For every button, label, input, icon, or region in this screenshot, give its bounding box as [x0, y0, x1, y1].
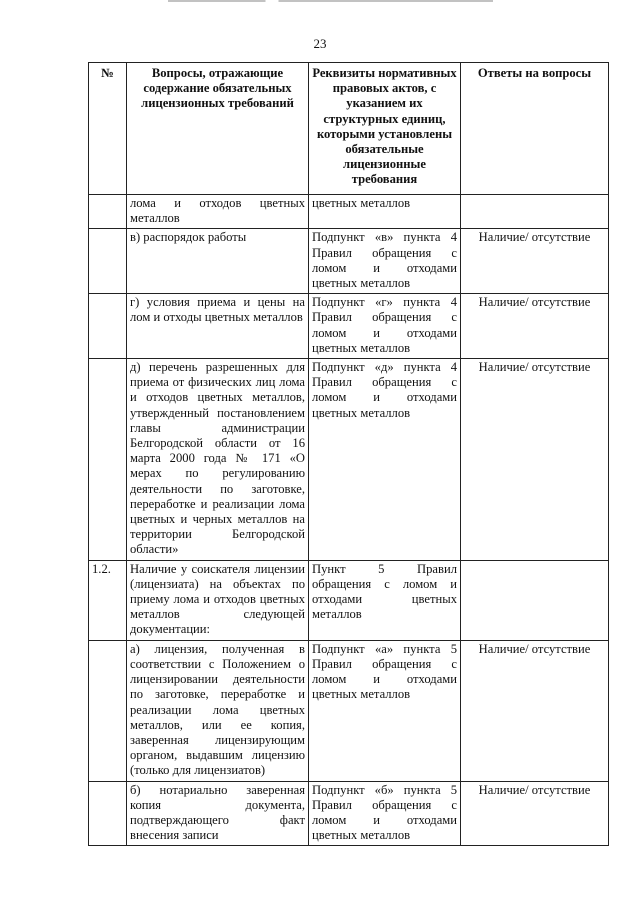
row-answer: [461, 560, 609, 640]
top-rule: [168, 0, 493, 2]
row-answer: Наличие/ отсутствие: [461, 640, 609, 781]
header-requisites: Реквизиты нормативных правовых актов, с указанием их структурных единиц, которыми установлены обязательные лицензионные требования: [309, 63, 461, 195]
table-row: [89, 560, 609, 640]
row-requisite: Подпункт «а» пункта 5 Правил обращения с ломом и отходами цветных металлов: [309, 640, 461, 781]
row-requisite: Пункт 5 Правил обращения с ломом и отходами цветных металлов: [309, 560, 461, 640]
row-question: а) лицензия, полученная в соответствии с Положением о лицензировании деятельности по заготовке, переработке и реализации лома цветных металлов, или ее копия, заверенная лицензирующим органом, выдавшим лицензию (только для лицензиатов): [127, 640, 309, 781]
row-num: 1.2.: [89, 560, 127, 640]
table-row: [89, 229, 609, 294]
row-question: в) распорядок работы: [127, 229, 309, 294]
row-question: б) нотариально заверенная копия документа, подтверждающего факт внесения записи: [127, 781, 309, 846]
row-answer: Наличие/ отсутствие: [461, 294, 609, 359]
row-question: лома и отходов цветных металлов: [127, 195, 309, 229]
row-question: Наличие у соискателя лицензии (лицензиата) на объектах по приему лома и отходов цветных металлов следующей документации:: [127, 560, 309, 640]
row-requisite: Подпункт «г» пункта 4 Правил обращения с ломом и отходами цветных металлов: [309, 294, 461, 359]
table-row: [89, 640, 609, 781]
row-requisite: цветных металлов: [309, 195, 461, 229]
table-header-row: [89, 63, 609, 195]
row-requisite: Подпункт «б» пункта 5 Правил обращения с ломом и отходами цветных металлов: [309, 781, 461, 846]
row-num: [89, 781, 127, 846]
row-question: г) условия приема и цены на лом и отходы цветных металлов: [127, 294, 309, 359]
row-requisite: Подпункт «в» пункта 4 Правил обращения с ломом и отходами цветных металлов: [309, 229, 461, 294]
header-answers: Ответы на вопросы: [461, 63, 609, 195]
row-num: [89, 294, 127, 359]
row-answer: Наличие/ отсутствие: [461, 359, 609, 561]
requirements-table: [88, 62, 609, 846]
row-answer: Наличие/ отсутствие: [461, 229, 609, 294]
header-num: №: [89, 63, 127, 195]
row-requisite: Подпункт «д» пункта 4 Правил обращения с ломом и отходами цветных металлов: [309, 359, 461, 561]
table-row: [89, 195, 609, 229]
row-num: [89, 229, 127, 294]
row-num: [89, 359, 127, 561]
page-number: 23: [313, 36, 327, 51]
row-answer: [461, 195, 609, 229]
row-num: [89, 195, 127, 229]
row-answer: Наличие/ отсутствие: [461, 781, 609, 846]
table-row: [89, 359, 609, 561]
header-questions: Вопросы, отражающие содержание обязательных лицензионных требований: [127, 63, 309, 195]
table-row: [89, 781, 609, 846]
row-num: [89, 640, 127, 781]
table-row: [89, 294, 609, 359]
row-question: д) перечень разрешенных для приема от физических лиц лома и отходов цветных металлов, утвержденный постановлением главы администрации Белгородской области от 16 марта 2000 года № 171 «О мерах по регулированию деятельности по заготовке, переработке и реализации лома цветных и черных металлов на территории Белгородской области»: [127, 359, 309, 561]
